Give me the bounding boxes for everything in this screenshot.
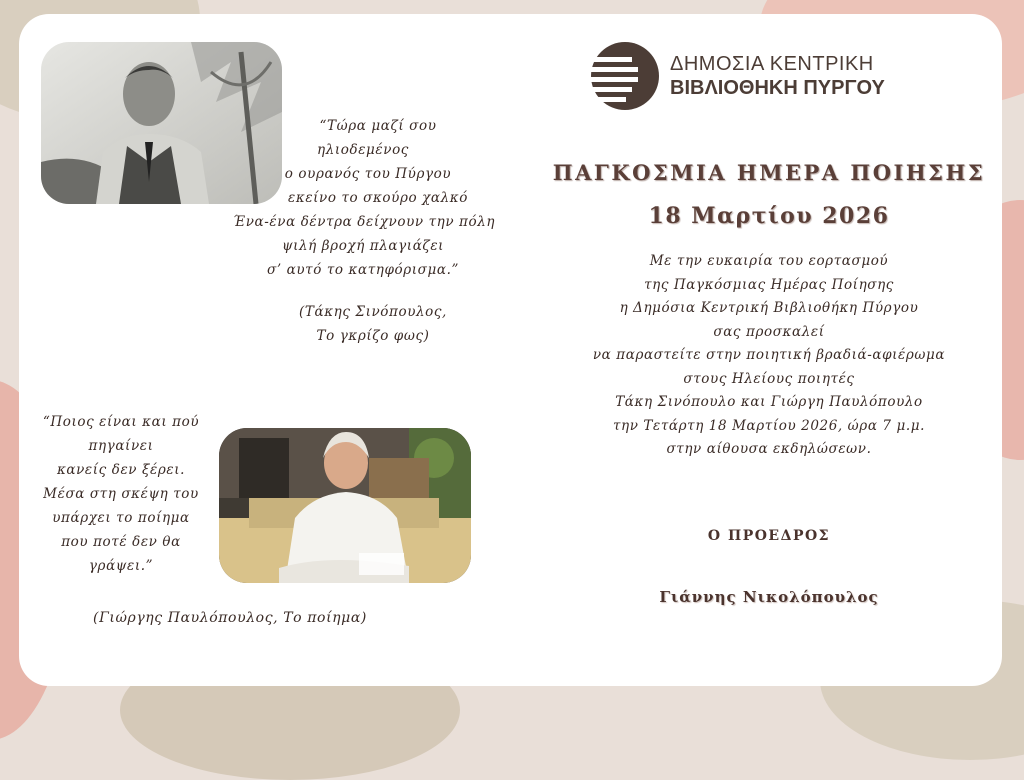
invitation-text [559,250,979,462]
pavlopoulos-portrait-image [219,428,471,583]
library-logo-icon [590,41,660,111]
invitation-line: στην αίθουσα εκδηλώσεων. [666,441,872,457]
library-name-line1: ΔΗΜΟΣΙΑ ΚΕΝΤΡΙΚΗ [670,53,874,75]
event-title: ΠΑΓΚΟΣΜΙΑ ΗΜΕΡΑ ΠΟΙΗΣΗΣ [552,160,986,185]
poem-line: κανείς δεν ξέρει. [56,462,186,478]
invitation-line: την Τετάρτη 18 Μαρτίου 2026, ώρα 7 μ.μ. [612,417,926,434]
signature-title: Ο ΠΡΟΕΔΡΟΣ [707,528,831,544]
poem-attribution: Το γκρίζο φως) [316,328,430,344]
invitation-line: της Παγκόσμιας Ημέρας Ποίησης [644,276,894,293]
invitation-line: η Δημόσια Κεντρική Βιβλιοθήκη Πύργου [619,300,919,316]
invitation-line: σας προσκαλεί [713,323,825,340]
library-logo [590,41,910,111]
invitation-line: Με την ευκαιρία του εορτασμού [649,253,889,269]
signature-name: Γιάννης Νικολόπουλος [659,588,879,606]
poet-photo-pavlopoulos [219,428,471,583]
poem-pavlopoulos-attribution: (Γιώργης Παυλόπουλος, Το ποίημα) [93,610,367,626]
invitation-line: να παραστείτε στην ποιητική βραδιά-αφιέρωμα [592,347,946,363]
event-date: 18 Μαρτίου 2026 [648,203,890,229]
poem-pavlopoulos [37,410,205,578]
poem-line: ο ουρανός του Πύργου [284,166,452,182]
poem-sinopoulos [233,114,496,348]
poem-line: που ποτέ δεν θα [61,534,181,550]
poem-line: Μέσα στη σκέψη του [43,486,199,502]
poem-line: γράψει.” [88,558,154,574]
poem-line: ψιλή βροχή πλαγιάζει [281,238,445,254]
poem-line: “Τώρα μαζί σου [319,118,437,134]
library-name-line2: ΒΙΒΛΙΟΘΗΚΗ ΠΥΡΓΟΥ [670,77,885,99]
invitation-card [19,14,1002,686]
poem-line: Ένα-ένα δέντρα δείχνουν την πόλη [233,214,496,230]
poem-line: “Ποιος είναι και πού [42,414,200,430]
poem-line: υπάρχει το ποίημα [52,510,190,526]
poem-line: εκείνο το σκούρο χαλκό [288,190,468,206]
poem-line: ηλιοδεμένος [317,142,409,158]
poem-attribution: (Τάκης Σινόπουλος, [299,304,447,320]
poem-spacer [233,282,493,300]
invitation-line: στους Ηλείους ποιητές [683,370,855,387]
poem-line: πηγαίνει [88,438,154,454]
invitation-line: Τάκη Σινόπουλο και Γιώργη Παυλόπουλο [615,394,923,410]
poem-line: σ’ αυτό το κατηφόρισμα.” [267,262,459,278]
